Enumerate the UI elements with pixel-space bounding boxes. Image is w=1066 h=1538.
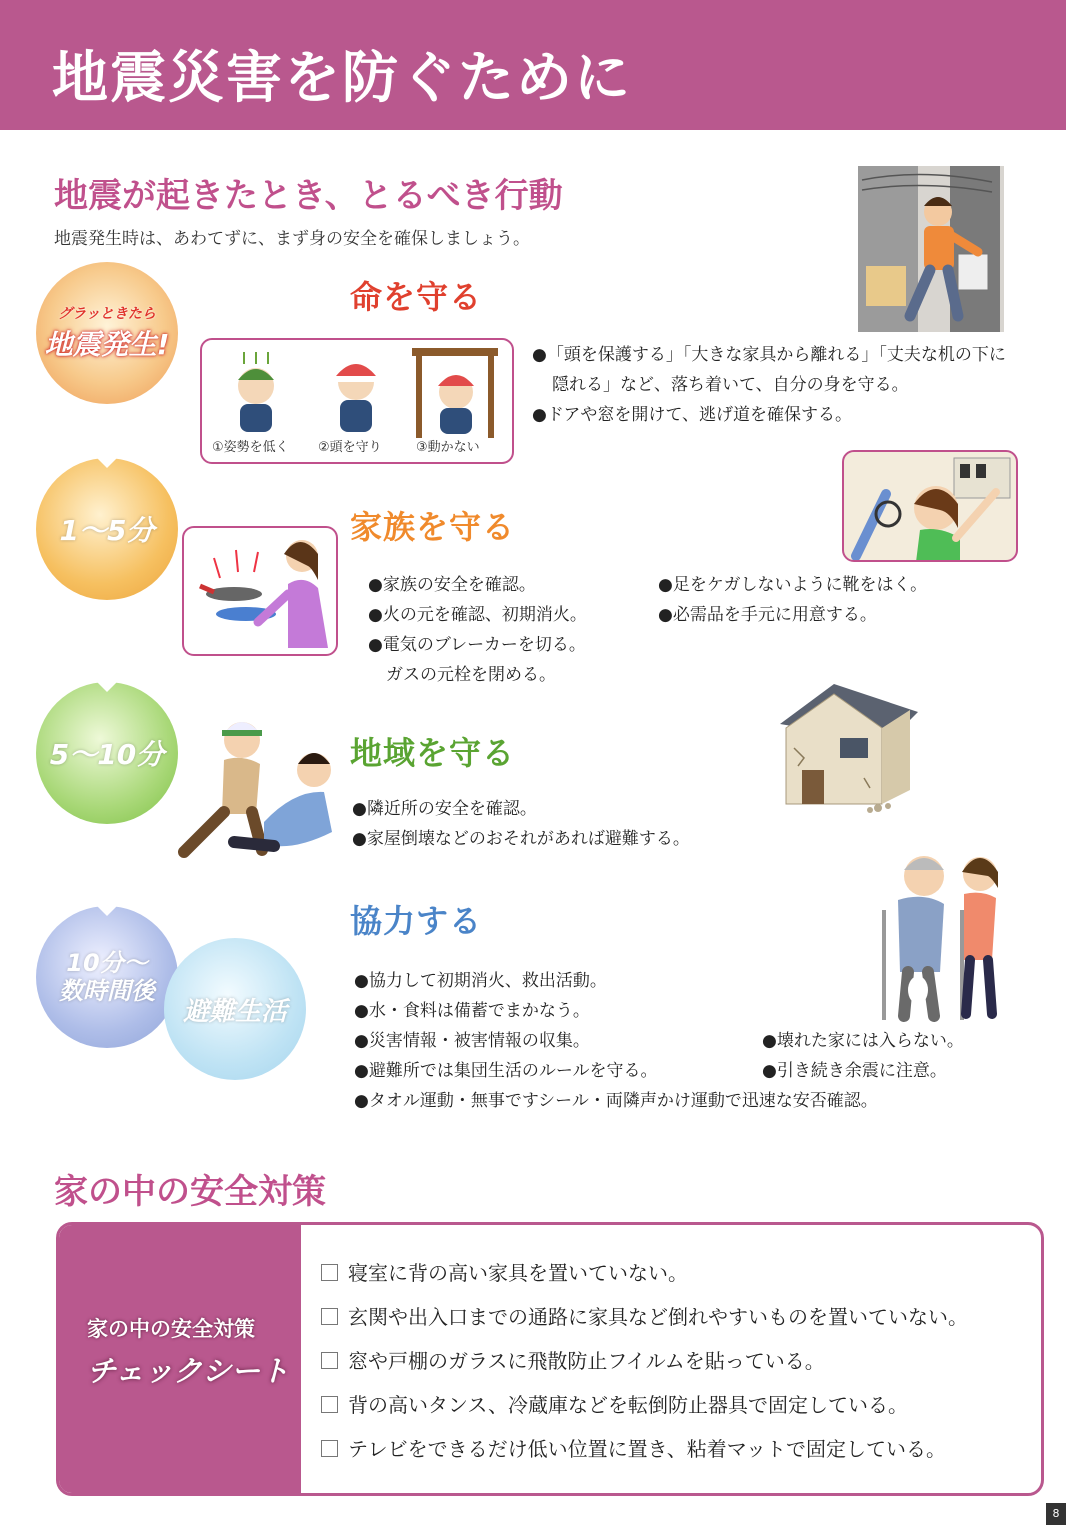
stage-earthquake-subtitle: グラッときたら <box>58 306 156 322</box>
mascot-posture-illustrations <box>216 346 502 440</box>
checklist-item-text: 窓や戸棚のガラスに飛散防止フイルムを貼っている。 <box>348 1349 825 1373</box>
checklist-item[interactable] <box>321 1301 968 1330</box>
stage2-bullet-2: ●火の元を確認、初期消火。 <box>368 605 587 625</box>
circle-notch <box>97 906 117 916</box>
stage2-bullet-right-1: ●足をケガしないように靴をはく。 <box>658 575 928 595</box>
stage-title-protect-life: 命を守る <box>350 278 483 316</box>
stage-title-protect-community: 地域を守る <box>350 734 516 772</box>
stage-1-5min-circle <box>36 458 178 600</box>
circle-notch <box>97 458 117 468</box>
checklist-item-text: 寝室に背の高い家具を置いていない。 <box>348 1261 688 1285</box>
checklist-item[interactable] <box>321 1389 908 1418</box>
checkbox[interactable] <box>321 1264 338 1281</box>
home-safety-checksheet <box>56 1222 1044 1496</box>
page-number: 8 <box>1046 1503 1066 1525</box>
circle-notch <box>97 682 117 692</box>
person-opening-door-illustration <box>858 166 1004 332</box>
stage-evacuation-circle <box>164 938 306 1080</box>
checkbox[interactable] <box>321 1352 338 1369</box>
posture-caption-2: ②頭を守り <box>318 440 382 455</box>
section-title-home-safety: 家の中の安全対策 <box>54 1172 326 1212</box>
helping-elderly-illustration <box>868 850 1014 1024</box>
section-title-actions: 地震が起きたとき、とるべき行動 <box>54 176 563 216</box>
stage2-bullet-3: ●電気のブレーカーを切る。 <box>368 635 586 655</box>
posture-caption-3: ③動かない <box>416 440 480 455</box>
posture-caption-1: ①姿勢を低く <box>212 440 289 455</box>
stage4-bullet-right-1: ●壊れた家には入らない。 <box>762 1031 964 1051</box>
stage3-bullet-1: ●隣近所の安全を確認。 <box>352 799 537 819</box>
stage-earthquake-label: 地震発生! <box>44 328 170 361</box>
checksheet-heading-2: チェックシート <box>87 1354 290 1388</box>
stage1-bullet-1-cont: 隠れる」など、落ち着いて、自分の身を守る。 <box>552 375 909 395</box>
stage4-bullet-1: ●協力して初期消火、救出活動。 <box>354 971 607 991</box>
checkbox[interactable] <box>321 1308 338 1325</box>
stage-hours-label-2: 数時間後 <box>59 977 155 1005</box>
stage2-bullet-3-cont: ガスの元栓を閉める。 <box>386 665 556 685</box>
stage2-bullet-right-2: ●必需品を手元に用意する。 <box>658 605 877 625</box>
damaged-house-illustration <box>774 678 920 818</box>
stage-hours-label-1: 10分〜 <box>66 949 148 977</box>
breaker-scene-panel <box>842 450 1018 562</box>
checksheet-label-panel <box>59 1225 301 1493</box>
stage4-bullet-right-2: ●引き続き余震に注意。 <box>762 1061 947 1081</box>
stage-5-10min-label: 5〜10分 <box>49 738 165 771</box>
checklist-item-text: 玄関や出入口までの通路に家具など倒れやすいものを置いていない。 <box>348 1305 968 1329</box>
stage1-bullet-2: ●ドアや窓を開けて、逃げ道を確保する。 <box>532 405 852 425</box>
checkbox[interactable] <box>321 1440 338 1457</box>
checklist-item[interactable] <box>321 1345 825 1374</box>
stage-title-protect-family: 家族を守る <box>350 508 516 546</box>
stage3-bullet-2: ●家屋倒壊などのおそれがあれば避難する。 <box>352 829 690 849</box>
stage4-bullet-3: ●災害情報・被害情報の収集。 <box>354 1031 590 1051</box>
stage-earthquake-circle <box>36 262 178 404</box>
stage-evacuation-label: 避難生活 <box>182 996 287 1027</box>
stage4-bullet-2: ●水・食料は備蓄でまかなう。 <box>354 1001 590 1021</box>
stage4-bullet-4: ●避難所では集団生活のルールを守る。 <box>354 1061 658 1081</box>
turning-off-stove-illustration <box>184 528 336 654</box>
breaker-switch-illustration <box>844 452 1016 560</box>
stove-scene-panel <box>182 526 338 656</box>
checklist-item[interactable] <box>321 1433 946 1462</box>
stage-1-5min-label: 1〜5分 <box>59 514 155 547</box>
section-intro: 地震発生時は、あわてずに、まず身の安全を確保しましょう。 <box>54 229 530 249</box>
stage4-bullet-5: ●タオル運動・無事ですシール・両隣声かけ運動で迅速な安否確認。 <box>354 1091 878 1111</box>
checklist-item-text: 背の高いタンス、冷蔵庫などを転倒防止器具で固定している。 <box>348 1393 908 1417</box>
protective-posture-panel <box>200 338 514 464</box>
stage1-bullet-1: ●「頭を保護する」「大きな家具から離れる」「丈夫な机の下に <box>532 345 1006 365</box>
stage-5-10min-circle <box>36 682 178 824</box>
checklist-item-text: テレビをできるだけ低い位置に置き、粘着マットで固定している。 <box>348 1437 946 1461</box>
helping-injured-neighbor-illustration <box>164 712 344 862</box>
stage-title-cooperate: 協力する <box>350 902 483 940</box>
checksheet-heading-1: 家の中の安全対策 <box>87 1317 255 1341</box>
page-title: 地震災害を防ぐために <box>52 46 632 111</box>
stage-hours-circle <box>36 906 178 1048</box>
checklist-item[interactable] <box>321 1257 688 1286</box>
checkbox[interactable] <box>321 1396 338 1413</box>
stage2-bullet-1: ●家族の安全を確認。 <box>368 575 536 595</box>
